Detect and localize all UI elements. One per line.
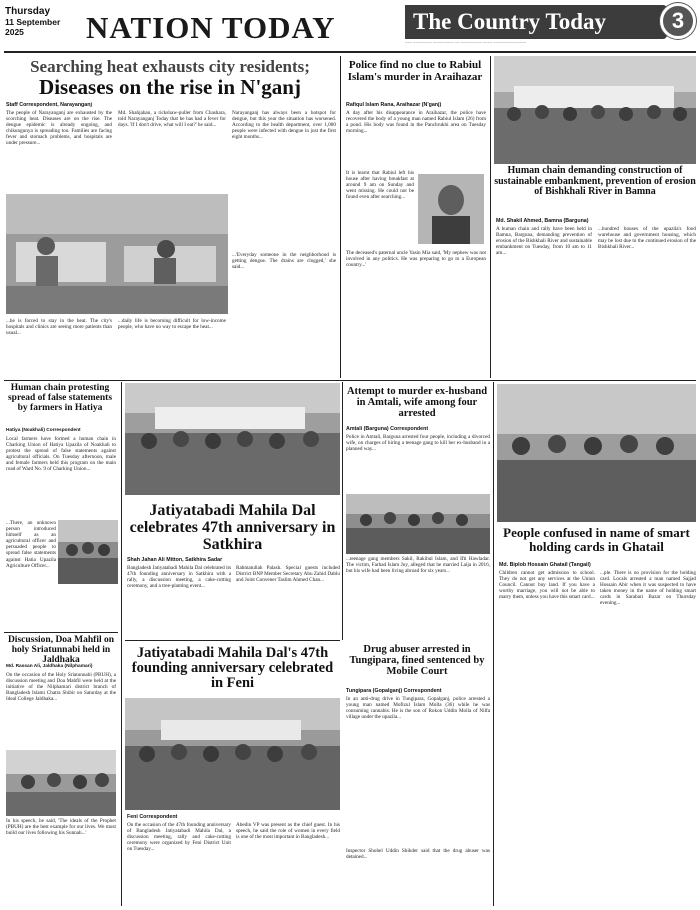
masthead-divider	[4, 51, 696, 53]
masthead	[0, 0, 700, 52]
a8-col1: Children cannot get admission to school. They do not get any services at the Union Council. Cannot buy land. If you have a worthy marriage, you will not be able to marry them, unless you have this smart card...	[499, 570, 595, 601]
a10-byline: Feni Correspondent	[127, 814, 178, 820]
a7-arrest-photo	[346, 494, 490, 554]
a3-col2: ...hundred houses of the upazila's food warehouse and government housing, which may be lost due to the continued erosion of the Bishkhali River...	[598, 226, 696, 251]
divider-a4-a5	[4, 632, 118, 633]
a2-victim-photo	[418, 174, 484, 244]
a3-human-chain-photo	[494, 56, 696, 164]
a5-body: On the occasion of the Holy Sriatunnabi (PBUH), a discussion meeting and Doa Mahfil were held at the initiative of the Nilphamari district branch of Bangladesh Islami Chatra Shibir on Saturday at the Ideal College Jaldhaka...	[6, 672, 116, 703]
a5-headline: Discussion, Doa Mahfil on holy Sriatunnabi held in Jaldhaka	[7, 635, 115, 665]
a7-byline: Amtali (Barguna) Correspondent	[346, 426, 429, 432]
a4-body2: ...There, an unknown person introduced himself as an agricultural officer and persuaded people to spread false statements against Hatia Upazila Agriculture Officer...	[6, 520, 56, 569]
divider-col-mid	[342, 382, 343, 640]
a6-col2: Rahmatullah Palash. Special guests included District BNP Member Secretary Abu Zahid Dablu and Joint Convener Taslim Ahmed Chan...	[236, 565, 340, 584]
a1-col3: Narayanganj has always been a hotspot for dengue, but this year the situation has worsened. According to the health department, over 1,000 people were infected with dengue in just the first eight months...	[232, 110, 336, 141]
a2-body3: The deceased's paternal uncle Yasin Mia said, 'My nephew was not involved in any politics. He was preparing to go to a European country...'	[346, 250, 486, 269]
a6-headline: Jatiyatabadi Mahila Dal celebrates 47th anniversary in Satkhira	[129, 502, 336, 553]
a6-col1: Bangladesh Jatiyatabadi Mahila Dal celebrated its 47th founding anniversary in Satkhira with a rally, a discussion meeting, a cake-cutting ceremony, and a tree-planting event...	[127, 565, 231, 590]
a9-byline: Tungipara (Gopalganj) Correspondent	[346, 688, 442, 694]
year-label: 2025	[5, 27, 24, 37]
date-block	[5, 6, 77, 46]
a1-hospital-photo	[6, 194, 228, 314]
a6-rally-photo	[125, 383, 340, 495]
a4-headline: Human chain protesting spread of false statements by farmers in Hatiya	[7, 383, 113, 413]
a1-kicker: Searching heat exhausts city residents;	[30, 57, 310, 76]
a10-headline: Jatiyatabadi Mahila Dal's 47th founding anniversary celebrated in Feni	[131, 645, 334, 692]
page-number-badge	[660, 3, 696, 39]
a4-body: Local farmers have formed a human chain in Charking Union of Hatiya Upazila of Noakhali to protest the spread of false statements against agricultural officials. On Tuesday afternoon, male and female farmers held this program on the main road of Ward No. 9 of Charking Union...	[6, 436, 116, 473]
a1-col1-cont: ...he is forced to stay in the heat. The city's hospitals and clinics are seeing more patients than usual...	[6, 318, 112, 337]
a1-col2: Md. Shahjahan, a rickshaw-puller from Chashara, told Narayanganj Today that he has had a fever for days. 'If I don't drive, what will I eat?' he said...	[118, 110, 226, 129]
a7-body2: ...teenage gang members Sakil, Rakibul Islam, and Ifti Hawladar. The victim, Farhad Islam Joy, alleged that he married Laija in 2016, but his wife had been living abroad for six years...	[346, 556, 490, 575]
a1-headline: Diseases on the rise in N'ganj	[39, 75, 301, 99]
a4-byline: Hatiya (Noakhali) Correspondent	[6, 428, 81, 433]
a1-col1: The people of Narayanganj are exhausted by the scorching heat. Diseases are on the rise. The dengue epidemic is already ongoing, and chikungunya is spreading too. Families are facing fever and stomach problems, and hospitals are under pressure...	[6, 110, 112, 147]
a1-byline: Staff Correspondent, Narayanganj	[6, 102, 92, 108]
divider-a1-a2	[340, 56, 341, 378]
a1-col3-cont: ...'Everyday someone in the neighborhood is getting dengue. The drains are clogged,' she said...	[232, 252, 336, 271]
a3-col1: A human chain and rally have been held in Bamna, Barguna, demanding prevention of erosion of the Bishkhali River and sustainable embankment on Tuesday, from 10 am to 11 am...	[496, 226, 592, 257]
brand-right-banner	[405, 5, 667, 39]
masthead-tagline: ~~~ ~~~~~~~~ ~~~~~~~~~ ~~ ~~~~~~~~~ ~~~~ ~~~~~~~~~~~~~~	[405, 40, 527, 45]
divider-a6-a10	[125, 640, 340, 641]
a4-farmers-photo	[58, 520, 118, 584]
divider-top-band	[4, 380, 696, 381]
a8-crowd-photo	[497, 384, 696, 522]
brand-left-logo: NATION TODAY	[86, 10, 336, 45]
divider-col-right	[493, 382, 494, 906]
a6-byline: Shah Jahan Ali Mitton, Satkhira Sadar	[127, 557, 223, 563]
a5-meeting-photo	[6, 750, 116, 816]
a9-body2: Inspector Shohel Uddin Shikder said that the drug abuser was detained...	[346, 848, 490, 861]
a2-body1: A day after his disappearance in Araihazar, the police have recovered the body of a young man named Rabiul Islam (26) from a pond. His body was found in the Panchrukhi area on Tuesday morning...	[346, 110, 486, 135]
a2-byline: Rafiqul Islam Rana, Araihazar (N'ganj)	[346, 102, 442, 108]
a1-col2-cont: ...daily life is becoming difficult for low-income people, who have no way to escape the heat...	[118, 318, 226, 331]
brand-right-logo: The Country Today	[413, 9, 607, 34]
a3-headline: Human chain demanding construction of sustainable embankment, prevention of erosion of Bishkhali River in Bamna	[494, 165, 696, 197]
a7-body: Police in Amtali, Barguna arrested four people, including a divorced wife, on charges of hiring a teenage gang to kill her ex-husband in a planned way...	[346, 434, 490, 453]
a9-body: In an anti-drug drive in Tungipara, Gopalganj, police arrested a young man named Mofizul Islam Molla (36) while he was consuming cannabis. He is the son of Rokon Uddin Molla of Nilfa village under the upazila...	[346, 696, 490, 721]
a8-byline: Md. Biplob Hossain Ghatail (Tangail)	[499, 562, 591, 568]
a2-body2: It is learnt that Rabiul left his house after having breakfast at around 9 am on Sunday and went missing. He could not be found even after searching...	[346, 170, 414, 201]
a10-col2: Abedin VP was present as the chief guest. In his speech, he said the role of women in every field is one of the most important in Bangladesh...	[236, 822, 340, 841]
date-label: 11 September	[5, 17, 61, 27]
a10-rally-photo	[125, 698, 340, 810]
a2-headline: Police find no clue to Rabiul Islam's murder in Araihazar	[347, 59, 483, 83]
a5-body2: In his speech, he said, 'The ideals of the Prophet (PBUH) are the best example for our lives. We must build our lives following his Sunnah...'	[6, 818, 116, 837]
a7-headline: Attempt to murder ex-husband in Amtali, wife among four arrested	[346, 386, 488, 420]
a8-col2: ...ple. There is no provision for the holding card. Locals arrested a man named Sajjad Hossain Abir when it was suspected to have taken money in the name of holding smart cards in Sarabari Bazar on Thursday evening...	[600, 570, 696, 607]
a3-byline: Md. Shakil Ahmed, Bamna (Barguna)	[496, 218, 589, 224]
divider-a2-a3	[490, 56, 491, 378]
a10-col1: On the occasion of the 47th founding anniversary of Bangladesh Jatiyatabadi Mahila Dal, a discussion meeting, rally and cake-cutting ceremony were organized by Feni District Unit on Tuesday...	[127, 822, 231, 853]
a5-byline: Md. Rassan Ali, Jaldhaka (Nilphamari)	[6, 664, 93, 669]
a8-headline: People confused in name of smart holding cards in Ghatail	[503, 525, 690, 554]
day-label: Thursday	[5, 6, 51, 17]
page-number: 3	[671, 8, 685, 33]
divider-col-left	[121, 382, 122, 906]
a9-headline: Drug abuser arrested in Tungipara, fined sentenced by Mobile Court	[349, 644, 485, 678]
